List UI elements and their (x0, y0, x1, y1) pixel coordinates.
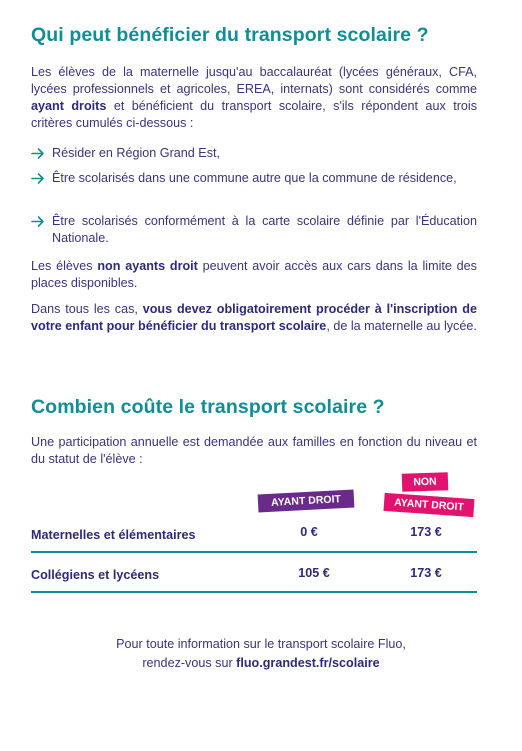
arrow-right-icon (31, 213, 45, 230)
criterion-text: Résider en Région Grand Est, (52, 146, 221, 160)
non-ayant-droit-emphasis: non ayants droit (97, 259, 198, 273)
price-ayant-maternelles: 0 € (300, 525, 318, 539)
criterion-item (31, 213, 477, 247)
non-tag: NON (402, 472, 449, 492)
non-ayant-droit-paragraph: Les élèves non ayants droit peuvent avoir accès aux cars dans la limite des places disponibles. (31, 259, 477, 290)
arrow-right-icon (31, 145, 45, 162)
intro-paragraph: Les élèves de la maternelle jusqu'au baccalauréat (lycées généraux, CFA, lycées professionnels et agricoles, EREA, internats) sont considérés comme ayant droits et bénéficient du transport scolaire, s'ils répondent aux trois critères cumulés ci-dessous : (31, 65, 477, 130)
price-non-maternelles: 173 € (410, 525, 442, 539)
section-title-eligibility: Qui peut bénéficier du transport scolaire ? (31, 24, 429, 46)
table-divider (31, 591, 477, 593)
criterion-text: Être scolarisés conformément à la carte scolaire définie par l'Éducation Nationale. (52, 214, 477, 245)
criterion-text: Être scolarisés dans une commune autre que la commune de résidence, (52, 171, 457, 185)
row-label-maternelles: Maternelles et élémentaires (31, 528, 196, 542)
footer-line-2: rendez-vous sur fluo.grandest.fr/scolaire (142, 656, 380, 670)
row-label-colleges: Collégiens et lycéens (31, 568, 160, 582)
arrow-right-icon (31, 170, 45, 187)
ayant-droit-tag: AYANT DROIT (258, 490, 355, 513)
cost-intro-paragraph: Une participation annuelle est demandée aux familles en fonction du niveau et du statut de l'élève : (31, 435, 477, 466)
non-ayant-droit-tag: AYANT DROIT (383, 493, 474, 517)
ayant-droits-emphasis: ayant droits (31, 99, 107, 113)
criterion-item (31, 145, 477, 162)
price-ayant-colleges: 105 € (298, 566, 330, 580)
section-title-cost: Combien coûte le transport scolaire ? (31, 396, 385, 418)
criterion-item (31, 170, 477, 187)
inscription-emphasis: vous devez obligatoirement procéder à l'inscription de votre enfant pour bénéficier du transport scolaire (31, 302, 477, 333)
footer-line-1: Pour toute information sur le transport scolaire Fluo, (116, 637, 406, 651)
table-divider (31, 551, 477, 553)
inscription-paragraph: Dans tous les cas, vous devez obligatoirement procéder à l'inscription de votre enfant pour bénéficier du transport scolaire, de la maternelle au lycée. (31, 302, 477, 333)
footer-info (0, 635, 522, 673)
price-non-colleges: 173 € (410, 566, 442, 580)
fluo-link[interactable]: fluo.grandest.fr/scolaire (236, 656, 380, 670)
